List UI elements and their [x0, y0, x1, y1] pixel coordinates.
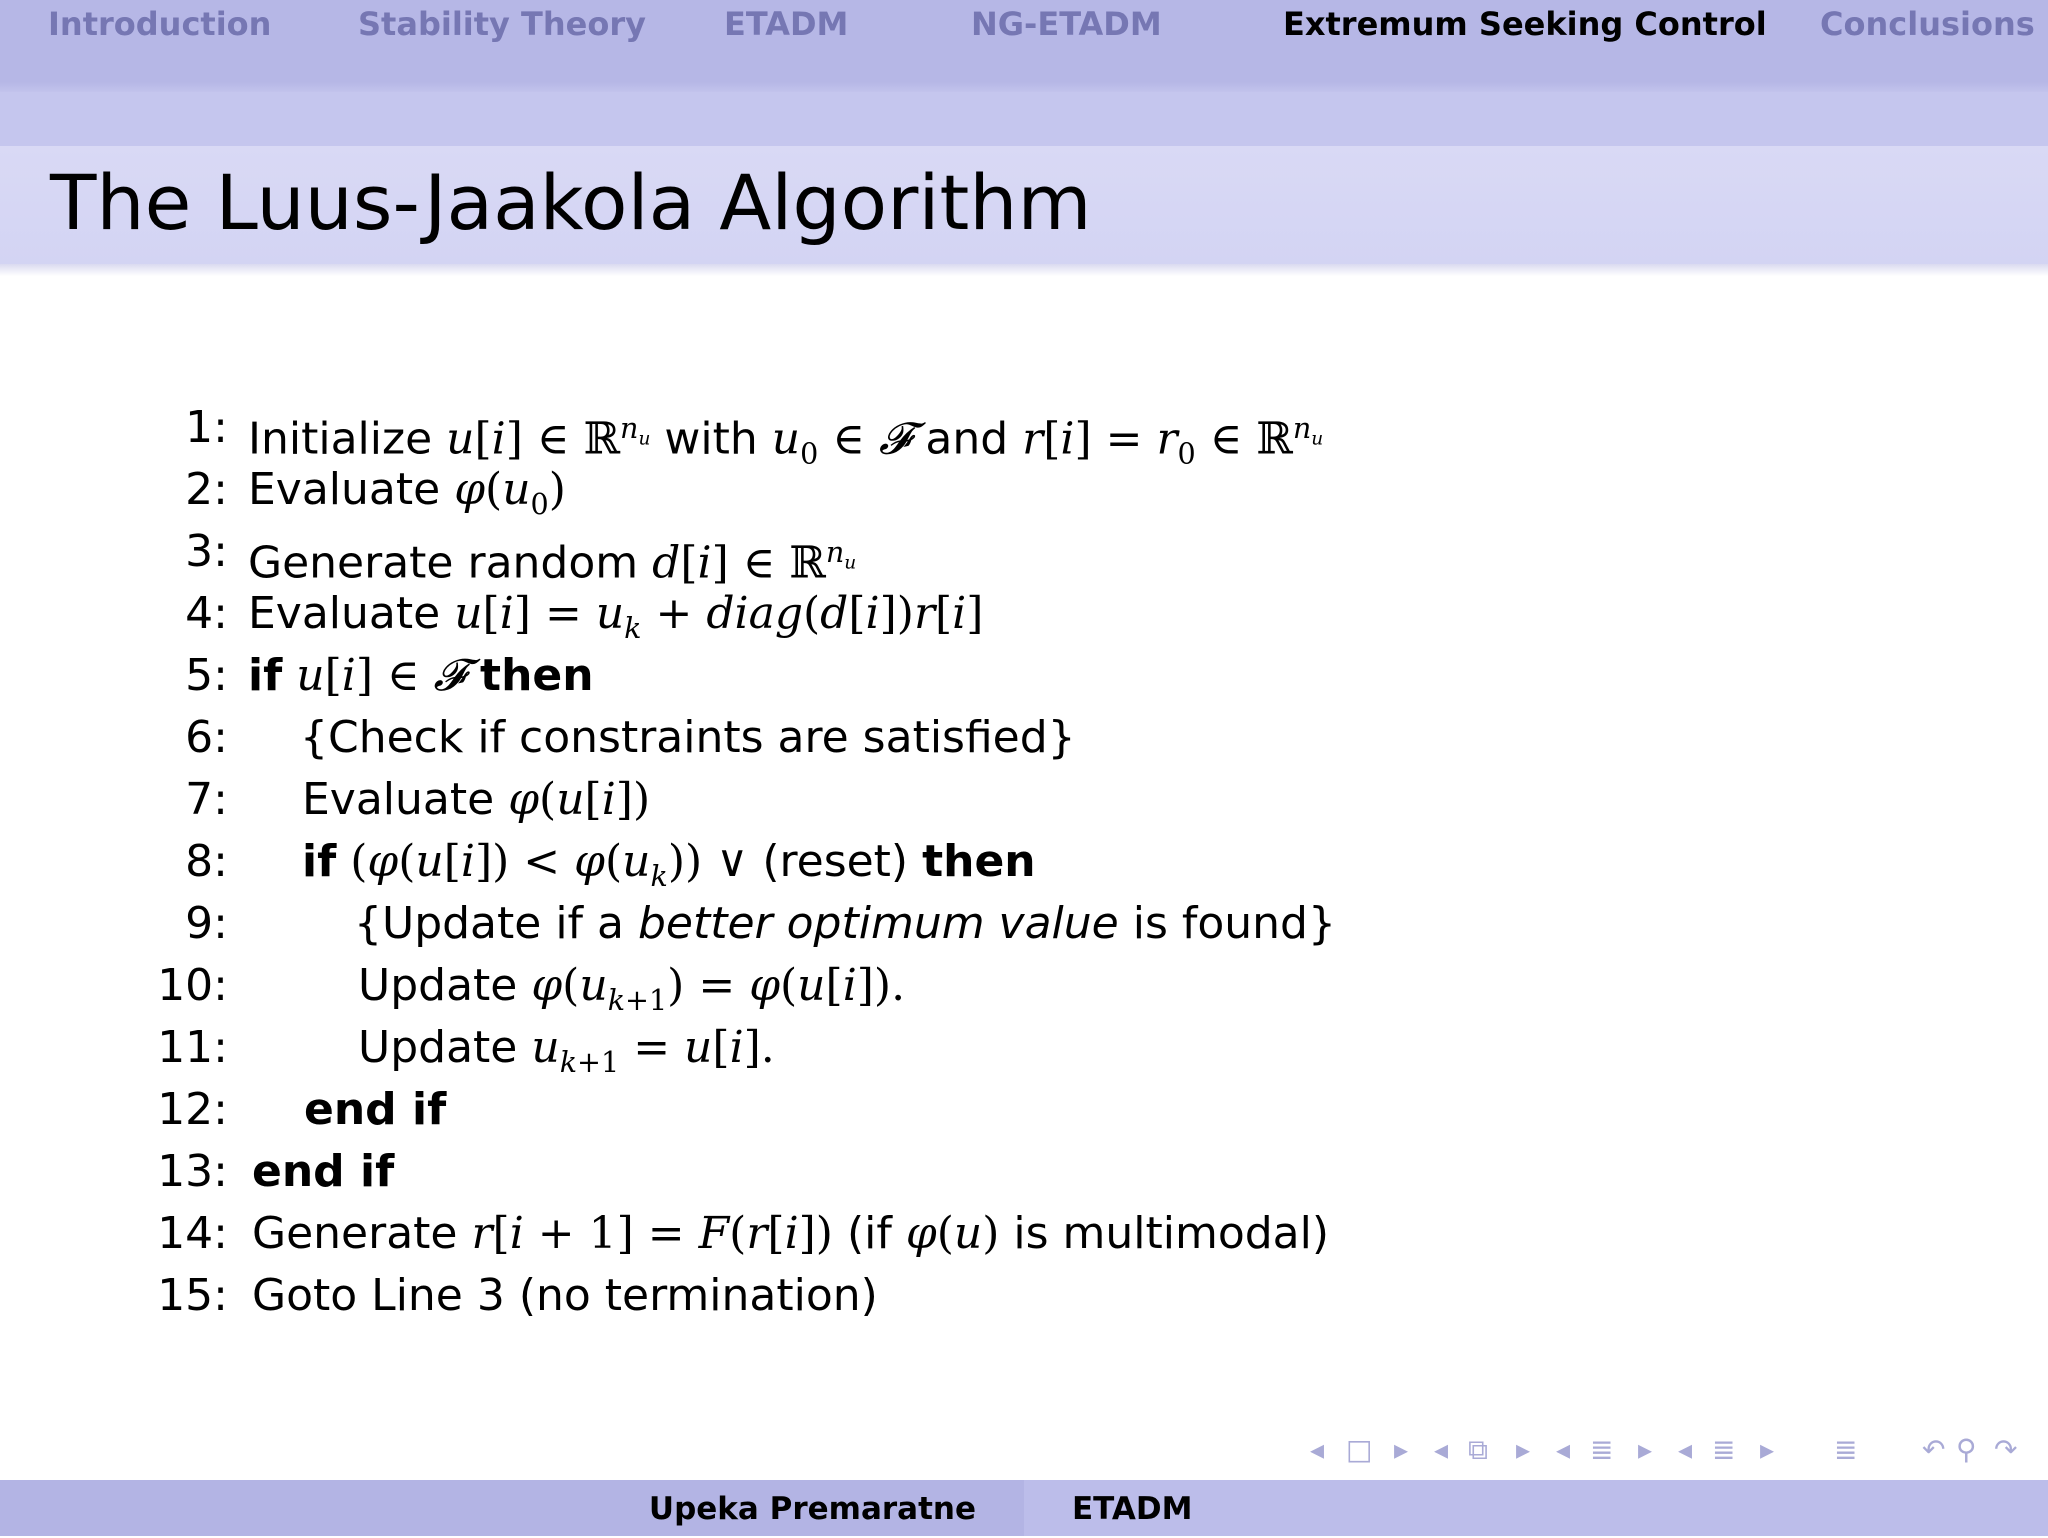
line-text: Goto Line 3 (no termination) [252, 1270, 878, 1321]
line-text: Generate random d[i] ∈ ℝ$^{n_u}$ [248, 535, 857, 589]
line-number: 4: [185, 588, 228, 639]
navigation-symbols [1310, 1432, 2040, 1468]
line-text: Generate r[i + 1] = F(r[i]) (if φ(u) is multimodal) [252, 1208, 1330, 1259]
nav-subsubsection-prev-icon[interactable]: ◂ [1678, 1433, 1693, 1466]
line-number: 15: [157, 1270, 228, 1321]
nav-subsection-next-icon[interactable]: ▸ [1516, 1433, 1531, 1466]
line-number: 7: [185, 774, 228, 825]
nav-item-etadm[interactable]: ETADM [724, 5, 849, 43]
title-shadow [0, 264, 2048, 276]
line-comment: {Update if a better optimum value is found} [354, 898, 1336, 949]
nav-frame-next-icon[interactable]: ▸ [1394, 1433, 1409, 1466]
line-number: 8: [185, 836, 228, 887]
line-number: 13: [157, 1146, 228, 1197]
nav-item-introduction[interactable]: Introduction [48, 5, 272, 43]
footer-author-box [0, 1480, 1024, 1536]
line-text: Update $\varphi(u_{k+1}) = \varphi(u[i])$. [358, 960, 906, 1017]
nav-section-next-icon[interactable]: ▸ [1638, 1433, 1653, 1466]
line-text: end if [304, 1084, 447, 1135]
footer-author: Upeka Premaratne [648, 1491, 976, 1527]
nav-item-conclusions[interactable]: Conclusions [1820, 5, 2035, 43]
line-text: Initialize u[i] ∈ ℝ$^{n_u}$ with $u_0$ ∈ 𝓕 and $r[i] = r_0$ ∈ ℝ$^{n_u}$ [248, 411, 1324, 471]
line-number: 5: [185, 650, 228, 701]
nav-frame-prev-icon[interactable]: ◂ [1310, 1433, 1325, 1466]
line-text: Evaluate $u[i] = u_k$ + diag(d[i])r[i] [248, 588, 984, 645]
nav-subsection-icon[interactable]: ⧉ [1468, 1433, 1488, 1466]
line-number: 3: [185, 526, 228, 577]
line-number: 12: [157, 1084, 228, 1135]
header-spacer [0, 92, 2048, 146]
line-text: end if [252, 1146, 395, 1197]
nav-section-prev-icon[interactable]: ◂ [1556, 1433, 1571, 1466]
line-text: Evaluate φ(u[i]) [302, 774, 651, 825]
nav-back-icon[interactable]: ↶ [1922, 1433, 1946, 1466]
nav-item-extremum-seeking-control[interactable]: Extremum Seeking Control [1283, 5, 1767, 43]
line-text: Update $u_{k+1} = u[i]$. [358, 1022, 775, 1079]
line-number: 6: [185, 712, 228, 763]
nav-toc-icon[interactable]: ≣ [1834, 1433, 1858, 1466]
line-comment: {Check if constraints are satisfied} [300, 712, 1076, 763]
line-number: 11: [157, 1022, 228, 1073]
nav-section-icon[interactable]: ≣ [1590, 1433, 1614, 1466]
nav-subsubsection-next-icon[interactable]: ▸ [1760, 1433, 1775, 1466]
nav-subsubsection-icon[interactable]: ≣ [1712, 1433, 1736, 1466]
line-text: if $(\varphi(u[i]) < \varphi(u_k))$ ∨ (reset) then [302, 836, 1036, 893]
nav-search-icon[interactable]: ⚲ [1956, 1433, 1977, 1466]
line-number: 14: [157, 1208, 228, 1259]
line-number: 1: [185, 402, 228, 453]
nav-subsection-prev-icon[interactable]: ◂ [1434, 1433, 1449, 1466]
nav-item-ng-etadm[interactable]: NG-ETADM [971, 5, 1162, 43]
nav-frame-icon[interactable]: □ [1346, 1433, 1373, 1466]
line-text: Evaluate $\varphi(u_0)$ [248, 464, 566, 521]
slide-title: The Luus-Jaakola Algorithm [50, 158, 1092, 247]
nav-item-stability-theory[interactable]: Stability Theory [358, 5, 646, 43]
line-text: if u[i] ∈ 𝓕 then [248, 650, 594, 701]
section-navigation-bar [0, 0, 2048, 92]
nav-forward-icon[interactable]: ↷ [1994, 1433, 2018, 1466]
footer-title-box [1024, 1480, 2048, 1536]
line-number: 10: [157, 960, 228, 1011]
footer-short-title: ETADM [1072, 1491, 1193, 1527]
line-number: 2: [185, 464, 228, 515]
line-number: 9: [185, 898, 228, 949]
